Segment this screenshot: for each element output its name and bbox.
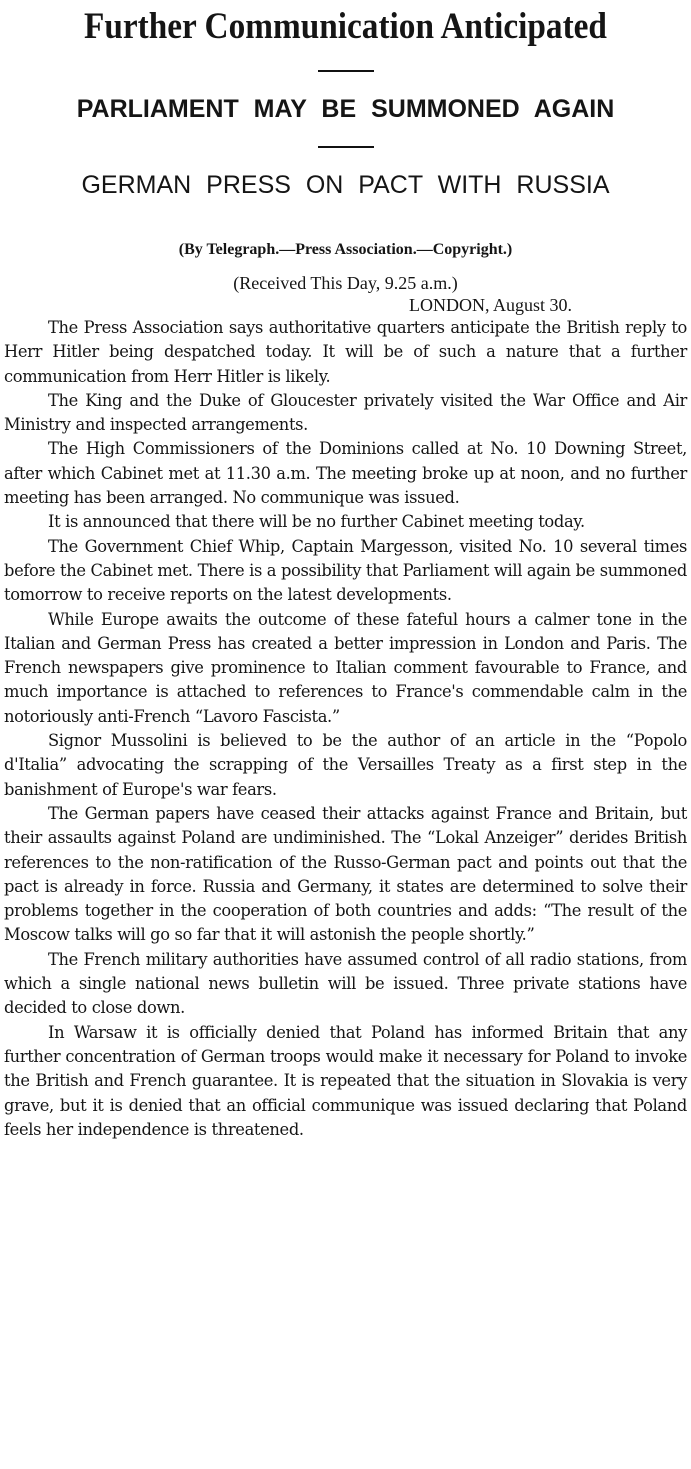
paragraph: The French military authorities have assumed control of all radio stations, from which a single national news bulletin will be issued. Three private stations have decided to close down. (4, 949, 687, 1018)
paragraph: While Europe awaits the outcome of these fateful hours a calmer tone in the Italian and German Press has created a better impression in London and Paris. The French newspapers give prominence to Italian comment favourable to France, and much importance is attached to references to France's commendable calm in the notoriously anti-French “Lavoro Fascista.” (4, 609, 687, 726)
newspaper-article (0, 6, 691, 1469)
headline: Further Communication Anticipated (84, 6, 607, 47)
headline-divider (318, 70, 374, 72)
received-time: (Received This Day, 9.25 a.m.) (233, 273, 458, 293)
article-body (4, 316, 687, 1142)
paragraph: The German papers have ceased their attacks against France and Britain, but their assaults against Poland are undiminished. The “Lokal Anzeiger” derides British references to the non-ratification of the Russo-German pact and points out that the pact is already in force. Russia and Germany, it states are determined to solve their problems together in the cooperation of both countries and adds: “The result of the Moscow talks will go so far that it will astonish the people shortly.” (4, 803, 687, 945)
dateline: LONDON, August 30. (409, 295, 573, 315)
subheadline-divider (318, 146, 374, 148)
paragraph: The King and the Duke of Gloucester privately visited the War Office and Air Ministry and inspected arrangements. (4, 390, 687, 435)
subheadline-parliament: PARLIAMENT MAY BE SUMMONED AGAIN (76, 95, 615, 123)
paragraph: In Warsaw it is officially denied that Poland has informed Britain that any further concentration of German troops would make it necessary for Poland to invoke the British and French guarantee. It is repeated that the situation in Slovakia is very grave, but it is denied that an official communique was issued declaring that Poland feels her independence is threatened. (4, 1022, 687, 1139)
paragraph: Signor Mussolini is believed to be the author of an article in the “Popolo d'Italia” advocating the scrapping of the Versailles Treaty as a first step in the banishment of Europe's war fears. (4, 731, 687, 799)
paragraph: The Government Chief Whip, Captain Margesson, visited No. 10 several times before the Cabinet met. There is a possibility that Parliament will again be summoned tomorrow to receive reports on the latest developments. (4, 536, 687, 605)
press-credit: (By Telegraph.—Press Association.—Copyright.) (178, 241, 513, 258)
paragraph: The High Commissioners of the Dominions called at No. 10 Downing Street, after which Cabinet met at 11.30 a.m. The meeting broke up at noon, and no further meeting has been arranged. No communique was issued. (4, 439, 687, 508)
paragraph: It is announced that there will be no further Cabinet meeting today. (48, 512, 585, 532)
paragraph: The Press Association says authoritative quarters anticipate the British reply to Herr Hitler being despatched today. It will be of such a nature that a further communication from Herr Hitler is likely. (4, 318, 687, 386)
subheadline-german-press: GERMAN PRESS ON PACT WITH RUSSIA (81, 171, 610, 199)
